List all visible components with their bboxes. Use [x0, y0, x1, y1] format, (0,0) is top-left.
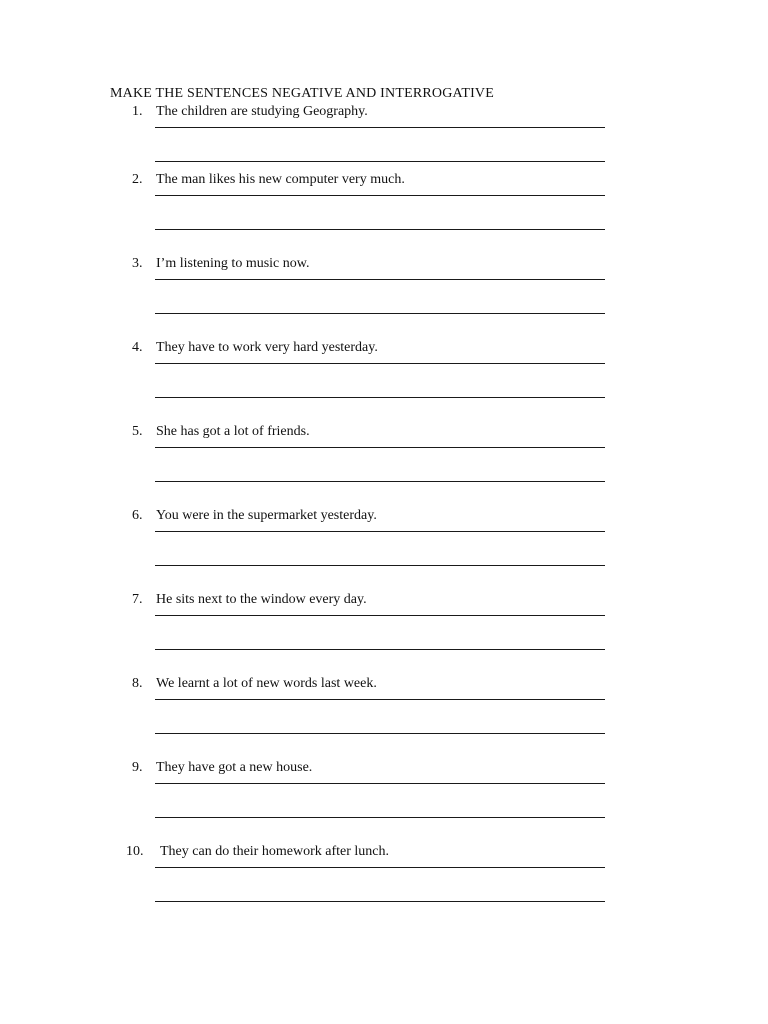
exercise-sentence: The man likes his new computer very much. [156, 172, 405, 187]
interrogative-answer-line[interactable] [155, 481, 605, 482]
exercise-sentence: We learnt a lot of new words last week. [156, 676, 377, 691]
interrogative-answer-line[interactable] [155, 229, 605, 230]
exercise-number: 6. [132, 508, 143, 523]
exercise-number: 1. [132, 104, 143, 119]
interrogative-answer-line[interactable] [155, 397, 605, 398]
exercise-item-4 [0, 339, 768, 419]
exercise-number: 5. [132, 424, 143, 439]
exercise-number: 4. [132, 340, 143, 355]
negative-answer-line[interactable] [155, 783, 605, 784]
negative-answer-line[interactable] [155, 279, 605, 280]
exercise-item-8 [0, 675, 768, 755]
negative-answer-line[interactable] [155, 127, 605, 128]
exercise-sentence: He sits next to the window every day. [156, 592, 367, 607]
exercise-item-9 [0, 759, 768, 839]
exercise-sentence: They can do their homework after lunch. [160, 844, 389, 859]
exercise-number: 3. [132, 256, 143, 271]
negative-answer-line[interactable] [155, 867, 605, 868]
exercise-number: 2. [132, 172, 143, 187]
exercise-item-3 [0, 255, 768, 335]
page-title: MAKE THE SENTENCES NEGATIVE AND INTERROGATIVE [110, 86, 494, 101]
interrogative-answer-line[interactable] [155, 313, 605, 314]
negative-answer-line[interactable] [155, 195, 605, 196]
exercise-number: 8. [132, 676, 143, 691]
interrogative-answer-line[interactable] [155, 649, 605, 650]
negative-answer-line[interactable] [155, 531, 605, 532]
exercise-number: 10. [126, 844, 144, 859]
interrogative-answer-line[interactable] [155, 817, 605, 818]
exercise-number: 9. [132, 760, 143, 775]
exercise-sentence: She has got a lot of friends. [156, 424, 310, 439]
exercise-item-7 [0, 591, 768, 671]
interrogative-answer-line[interactable] [155, 161, 605, 162]
exercise-sentence: They have to work very hard yesterday. [156, 340, 378, 355]
negative-answer-line[interactable] [155, 615, 605, 616]
interrogative-answer-line[interactable] [155, 733, 605, 734]
negative-answer-line[interactable] [155, 699, 605, 700]
exercise-item-2 [0, 171, 768, 251]
exercise-item-6 [0, 507, 768, 587]
negative-answer-line[interactable] [155, 447, 605, 448]
interrogative-answer-line[interactable] [155, 901, 605, 902]
interrogative-answer-line[interactable] [155, 565, 605, 566]
exercise-sentence: I’m listening to music now. [156, 256, 310, 271]
exercise-item-10 [0, 843, 768, 923]
negative-answer-line[interactable] [155, 363, 605, 364]
exercise-number: 7. [132, 592, 143, 607]
exercise-sentence: They have got a new house. [156, 760, 313, 775]
exercise-sentence: You were in the supermarket yesterday. [156, 508, 377, 523]
exercise-item-5 [0, 423, 768, 503]
exercise-sentence: The children are studying Geography. [156, 104, 368, 119]
